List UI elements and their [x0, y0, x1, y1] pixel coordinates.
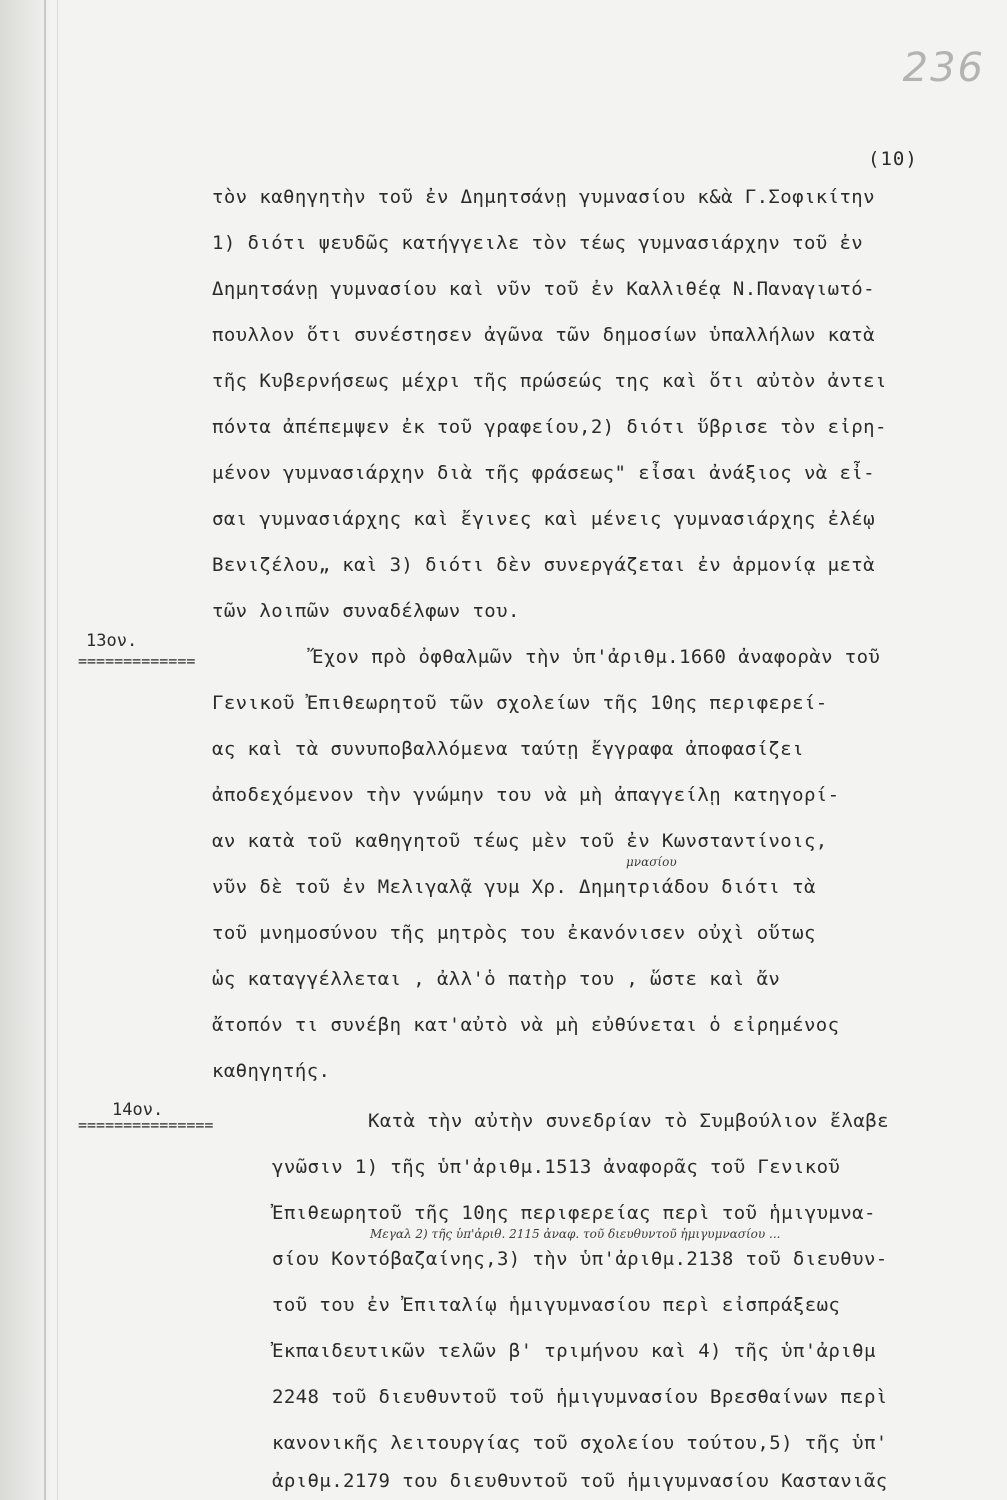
text-line: ὡς καταγγέλλεται , ἀλλ'ὁ πατὴρ του , ὥστε καὶ ἄν — [212, 968, 781, 990]
section-13-rule: ============= — [78, 652, 196, 670]
handwritten-annotation: μνασίου — [626, 855, 677, 869]
text-line: Βενιζέλου„ καὶ 3) διότι δὲν συνεργάζεται ἐν ἁρμονίᾳ μετὰ — [212, 554, 875, 576]
text-line: καθηγητής. — [212, 1060, 331, 1082]
text-line: ας καὶ τὰ συνυποβαλλόμενα ταύτῃ ἔγγραφα ἀποφασίζει — [212, 738, 804, 760]
text-line: πόντα ἀπέπεμψεν ἐκ τοῦ γραφείου,2) διότι ὕβρισε τὸν εἰρη- — [212, 416, 887, 438]
text-line: νῦν δὲ τοῦ ἐν Μελιγαλᾷ γυμ Χρ. Δημητριάδου διότι τὰ — [212, 876, 816, 898]
page-binding-edge — [44, 0, 46, 1500]
text-line: τῶν λοιπῶν συναδέλφων του. — [212, 600, 520, 622]
text-line: τοῦ μνημοσύνου τῆς μητρὸς του ἐκανόνισεν οὐχὶ οὕτως — [212, 922, 816, 944]
section-14-label: 14ον. — [112, 1100, 164, 1120]
text-line: σαι γυμνασιάρχης καὶ ἔγινες καὶ μένεις γυμνασιάρχης ἐλέῳ — [212, 508, 875, 530]
text-line: ἄτοπόν τι συνέβη κατ'αὐτὸ νὰ μὴ εὐθύνεται ὁ εἰρημένος — [212, 1014, 840, 1036]
text-line: 2248 τοῦ διευθυντοῦ τοῦ ἡμιγυμνασίου Βρεσθαίνων περὶ — [272, 1386, 888, 1408]
text-line: Ἔχον πρὸ ὀφθαλμῶν τὴν ὑπ'ἀριθμ.1660 ἀναφορὰν τοῦ — [312, 646, 881, 668]
text-line: Δημητσάνῃ γυμνασίου καὶ νῦν τοῦ ἐν Καλλιθέᾳ Ν.Παναγιωτό- — [212, 278, 875, 300]
text-line: μένον γυμνασιάρχην διὰ τῆς φράσεως" εἶσαι ἀνάξιος νὰ εἶ- — [212, 462, 875, 484]
section-13-label: 13ον. — [86, 631, 138, 651]
text-line: αν κατὰ τοῦ καθηγητοῦ τέως μὲν τοῦ ἐν Κωνσταντίνοις, — [212, 830, 828, 852]
text-line: ἀποδεχόμενον τὴν γνώμην του νὰ μὴ ἀπαγγείλῃ κατηγορί- — [212, 784, 840, 806]
handwritten-annotation: Μεγαλ 2) τῆς ὑπ'ἀριθ. 2115 ἀναφ. τοῦ διευθυντοῦ ἡμιγυμνασίου ... — [370, 1227, 781, 1241]
text-line: τοῦ του ἐν Ἐπιταλίῳ ἡμιγυμνασίου περὶ εἰσπράξεως — [272, 1294, 841, 1316]
text-line: Γενικοῦ Ἐπιθεωρητοῦ τῶν σχολείων τῆς 10ης περιφερεί- — [212, 692, 828, 714]
text-line: σίου Κοντόβαζαίνης,3) τὴν ὑπ'ἀριθμ.2138 τοῦ διευθυν- — [272, 1248, 888, 1270]
text-line: Ἐπιθεωρητοῦ τῆς 10ης περιφερείας περὶ τοῦ ἡμιγυμνα- — [272, 1202, 876, 1224]
text-line: τῆς Κυβερνήσεως μέχρι τῆς πρώσεώς της καὶ ὅτι αὐτὸν ἀντει — [212, 370, 887, 392]
page-binding-edge-inner — [57, 0, 58, 1500]
section-14-rule: =============== — [78, 1116, 214, 1134]
text-line: κανονικῆς λειτουργίας τοῦ σχολείου τούτου,5) τῆς ὑπ' — [272, 1432, 888, 1454]
page-number: (10) — [868, 148, 918, 170]
text-line: τὸν καθηγητὴν τοῦ ἐν Δημητσάνῃ γυμνασίου κ&ὰ Γ.Σοφικίτην — [212, 186, 875, 208]
text-line: πουλλον ὅτι συνέστησεν ἀγῶνα τῶν δημοσίων ὑπαλλήλων κατὰ — [212, 324, 875, 346]
archive-page-number: 236 — [902, 45, 985, 91]
text-line: Κατὰ τὴν αὐτὴν συνεδρίαν τὸ Συμβούλιον ἔλαβε — [368, 1110, 889, 1132]
text-line: ἀριθμ.2179 του διευθυντοῦ τοῦ ἡμιγυμνασίου Καστανιᾶς — [272, 1470, 888, 1492]
text-line: Ἐκπαιδευτικῶν τελῶν β' τριμήνου καὶ 4) τῆς ὑπ'ἀριθμ — [272, 1340, 876, 1362]
text-line: γνῶσιν 1) τῆς ὑπ'ἀριθμ.1513 ἀναφορᾶς τοῦ Γενικοῦ — [272, 1156, 841, 1178]
text-line: 1) διότι ψευδῶς κατήγγειλε τὸν τέως γυμνασιάρχην τοῦ ἐν — [212, 232, 864, 254]
